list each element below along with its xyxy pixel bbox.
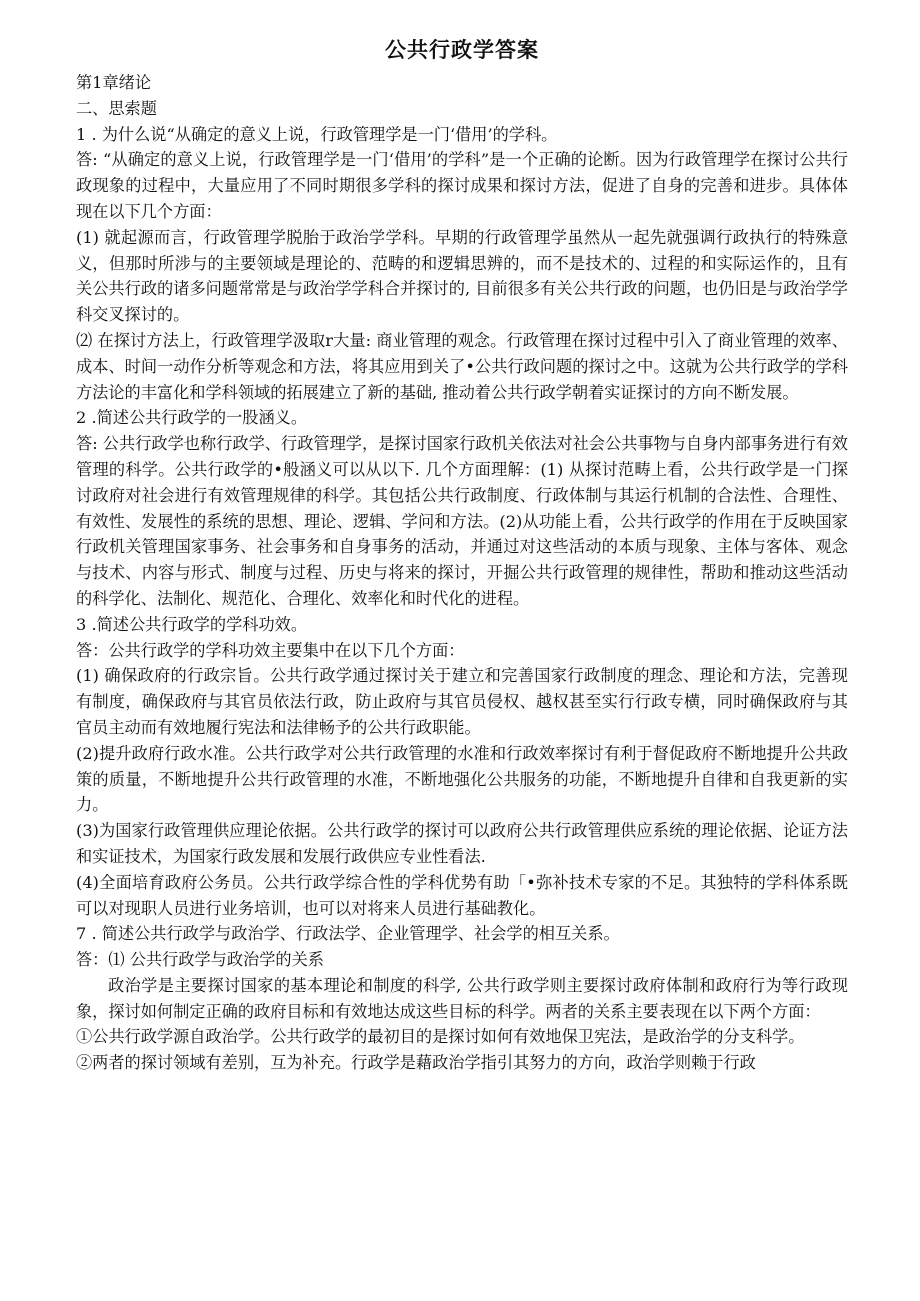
question-2: 2 .简述公共行政学的一股涵义。 (76, 408, 308, 428)
answer-7-body: 政治学是主要探讨国家的基本理论和制度的科学, 公共行政学则主要探讨政府体制和政府行为等行政现象，探讨如何制定正确的政府目标和有效地达成这些目标的科学。两者的关系主要表现在以下两个方面： (76, 975, 848, 1021)
question-3: 3 .简述公共行政学的学科功效。 (76, 614, 308, 634)
question-7: 7 . 简述公共行政学与政治学、行政法学、企业管理学、社会学的相互关系。 (76, 924, 620, 944)
question-1: 1 . 为什么说“从确定的意义上说，行政管理学是一门‘借用’的学科。 (76, 124, 558, 144)
answer-3-point-4: (4)全面培育政府公务员。公共行政学综合性的学科优势有助「•弥补技术专家的不足。其独特的学科体系既可以对现职人员进行业务培训，也可以对将来人员进行基础教化。 (76, 872, 848, 918)
answer-7-point-1: ①公共行政学源自政治学。公共行政学的最初目的是探讨如何有效地保卫宪法，是政治学的分支科学。 (76, 1027, 805, 1047)
answer-7-point-2: ②两者的探讨领域有差别，互为补充。行政学是藉政治学指引其努力的方向，政治学则赖于行政 (76, 1053, 756, 1073)
answer-7-heading: 答：⑴ 公共行政学与政治学的关系 (76, 950, 324, 970)
answer-1-intro: 答: “从确定的意义上说，行政管理学是一门‘借用’的学科”是一个正确的论断。因为行政管理学在探讨公共行政现象的过程中，大量应用了不同时期很多学科的探讨成果和探讨方法，促进了自身的完善和进步。具体体现在以下几个方面： (76, 150, 848, 221)
document-page (76, 30, 848, 1076)
answer-1-point-1: (1) 就起源而言，行政管理学脱胎于政治学学科。早期的行政管理学虽然从一起先就强调行政执行的特殊意义，但那时所涉与的主要领域是理论的、范畴的和逻辑思辨的，而不是技术的、过程的和实际运作的，且有关公共行政的诸多问题常常是与政治学学科合并探讨的, 目前很多有关公共行政的问题，也仍旧是与政治学学科交叉探讨的。 (76, 227, 848, 325)
answer-3-point-1: (1) 确保政府的行政宗旨。公共行政学通过探讨关于建立和完善国家行政制度的理念、理论和方法，完善现有制度，确保政府与其官员依法行政，防止政府与其官员侵权、越权甚至实行行政专横，同时确保政府与其官员主动而有效地履行宪法和法律畅予的公共行政职能。 (76, 666, 848, 737)
answer-3-point-2: (2)提升政府行政水准。公共行政学对公共行政管理的水准和行政效率探讨有利于督促政府不断地提升公共政策的质量，不断地提升公共行政管理的水准，不断地强化公共服务的功能，不断地提升自律和自我更新的实力。 (76, 743, 848, 815)
section-heading: 二、思索题 (76, 98, 157, 118)
answer-3-point-3: (3)为国家行政管理供应理论依据。公共行政学的探讨可以政府公共行政管理供应系统的理论依据、论证方法和实证技术，为国家行政发展和发展行政供应专业性看法. (76, 821, 848, 866)
answer-1-point-2: ⑵ 在探讨方法上，行政管理学汲取r大量: 商业管理的观念。行政管理在探讨过程中引入了商业管理的效率、成本、时间一动作分析等观念和方法，将其应用到关了•公共行政问题的探讨之中。这就为公共行政学的学科方法论的丰富化和学科领域的拓展建立了新的基础, 推动着公共行政学朝着实证探讨的方向不断发展。 (76, 330, 848, 402)
document-title: 公共行政学答案 (385, 38, 539, 62)
answer-2: 答: 公共行政学也称行政学、行政管理学，是探讨国家行政机关依法对社会公共事物与自身内部事务进行有效管理的科学。公共行政学的•般涵义可以从以下. 几个方面理解：(1) 从探讨范畴上看，公共行政学是一门探讨政府对社会进行有效管理规律的科学。其包括公共行政制度、行政体制与其运行机制的合法性、合理性、有效性、发展性的系统的思想、理论、逻辑、学问和方法。(2)从功能上看，公共行政学的作用在于反映国家行政机关管理国家事务、社会事务和自身事务的活动，并通过对这些活动的本质与现象、主体与客体、观念与技术、内容与形式、制度与过程、历史与将来的探讨，开掘公共行政管理的规律性，帮助和推动这些活动的科学化、法制化、规范化、合理化、效率化和时代化的进程。 (76, 434, 848, 608)
answer-3-intro: 答：公共行政学的学科功效主要集中在以下几个方面： (76, 640, 465, 660)
chapter-heading: 第1章绪论 (76, 73, 152, 92)
